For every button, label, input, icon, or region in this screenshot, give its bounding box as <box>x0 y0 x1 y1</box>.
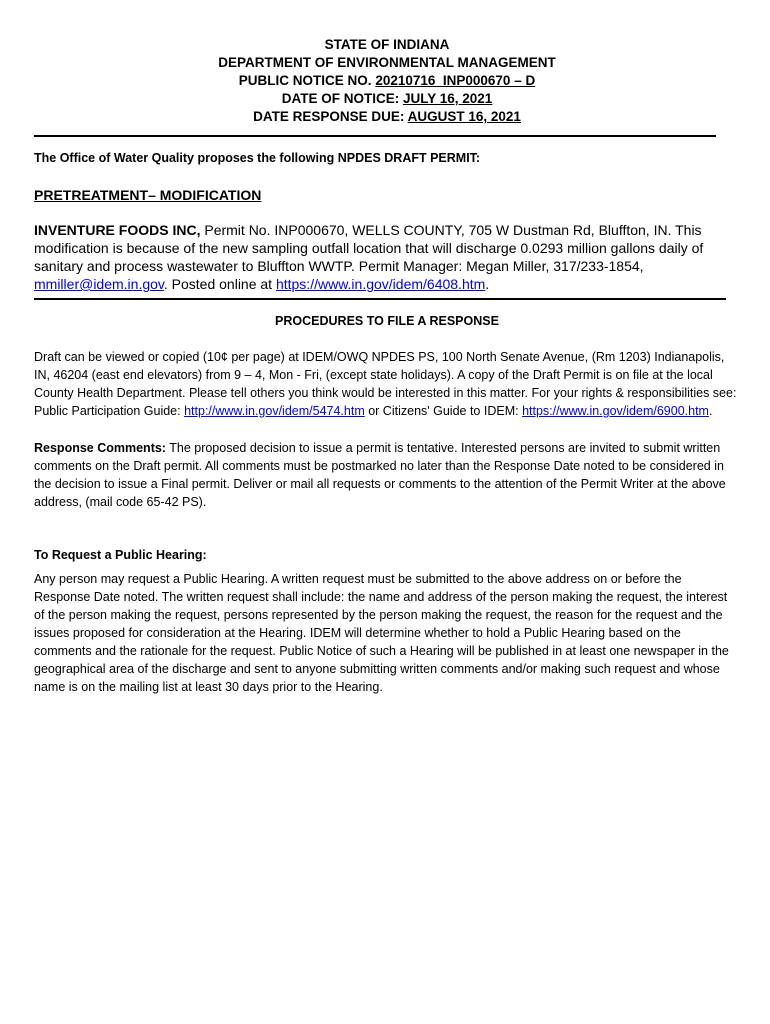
draft-text-2: or Citizens' Guide to IDEM: <box>364 404 523 418</box>
draft-text-1: Draft can be viewed or copied (10¢ per page) at IDEM/OWQ NPDES PS, 100 North Senate Avenue, (Rm 1203) Indianapolis, IN, 46204 (east end elevators) from 9 – 4, Mon - Fri, (except state holidays). A copy of the Draft Permit is on file at the local County Health Department. Please tell others you think would be interested in this matter. For your rights & responsibilities see: Public Participation Guide: <box>34 350 737 418</box>
permit-manager-email-link[interactable]: mmiller@idem.in.gov <box>34 276 164 292</box>
company-name: INVENTURE FOODS INC, <box>34 222 201 238</box>
citizens-guide-link[interactable]: https://www.in.gov/idem/6900.htm <box>522 404 709 418</box>
public-hearing-title: To Request a Public Hearing: <box>34 548 207 562</box>
public-notice-page <box>34 36 740 696</box>
permit-posted-url-link[interactable]: https://www.in.gov/idem/6408.htm <box>275 276 486 292</box>
response-due-date: AUGUST 16, 2021 <box>407 109 521 124</box>
draft-viewing-paragraph <box>34 348 740 420</box>
notice-number-label: PUBLIC NOTICE NO. <box>238 73 376 88</box>
notice-number: 20210716_INP000670 – D <box>375 73 536 88</box>
response-due-label: DATE RESPONSE DUE: <box>253 109 408 124</box>
header-divider <box>34 135 716 137</box>
notice-date-line <box>34 90 740 108</box>
response-comments-paragraph <box>34 439 740 511</box>
intro-text: The Office of Water Quality proposes the following NPDES DRAFT PERMIT: <box>34 151 481 165</box>
permit-text-2: . Posted online at <box>163 276 276 292</box>
section-title: PRETREATMENT– MODIFICATION <box>34 187 262 203</box>
response-comments-text: The proposed decision to issue a permit is tentative. Interested persons are invited to submit written comments on the Draft permit. All comments must be postmarked no later than the Response Date noted to be considered in the decision to issue a Final permit. Deliver or mail all requests or comments to the attention of the Permit Writer at the above address, (mail code 65-42 PS). <box>34 441 726 509</box>
public-hearing-paragraph: Any person may request a Public Hearing. A written request must be submitted to the above address on or before the Response Date noted. The written request shall include: the name and address of the person making the request, the interest of the person making the request, persons represented by the person making the request, the reason for the request and the issues proposed for consideration at the Hearing. IDEM will determine whether to hold a Public Hearing based on the comments and the rationale for the request. Public Notice of such a Hearing will be published in at least one newspaper in the geographical area of the discharge and sent to anyone submitting written comments and/or making such request and whose name is on the mailing list at least 30 days prior to the Hearing. <box>34 572 729 694</box>
permit-text-1: Permit No. INP000670, WELLS COUNTY, 705 W Dustman Rd, Bluffton, IN. This modification is because of the new sampling outfall location that will discharge 0.0293 million gallons daily of sanitary and process wastewater to Bluffton WWTP. Permit Manager: Megan Miller, 317/233-1854, <box>34 222 704 274</box>
notice-date-label: DATE OF NOTICE: <box>281 91 403 106</box>
department-title: DEPARTMENT OF ENVIRONMENTAL MANAGEMENT <box>218 55 556 70</box>
public-participation-guide-link[interactable]: http://www.in.gov/idem/5474.htm <box>184 404 365 418</box>
state-title: STATE OF INDIANA <box>324 37 450 52</box>
permit-divider <box>34 298 726 300</box>
response-due-line <box>34 108 740 126</box>
notice-number-line <box>34 72 740 90</box>
notice-header <box>34 36 740 126</box>
permit-text-3: . <box>485 276 490 292</box>
draft-text-3: . <box>708 404 713 418</box>
notice-date: JULY 16, 2021 <box>402 91 493 106</box>
procedures-title: PROCEDURES TO FILE A RESPONSE <box>275 314 499 328</box>
permit-description <box>34 221 740 293</box>
response-comments-label: Response Comments: <box>34 441 166 455</box>
